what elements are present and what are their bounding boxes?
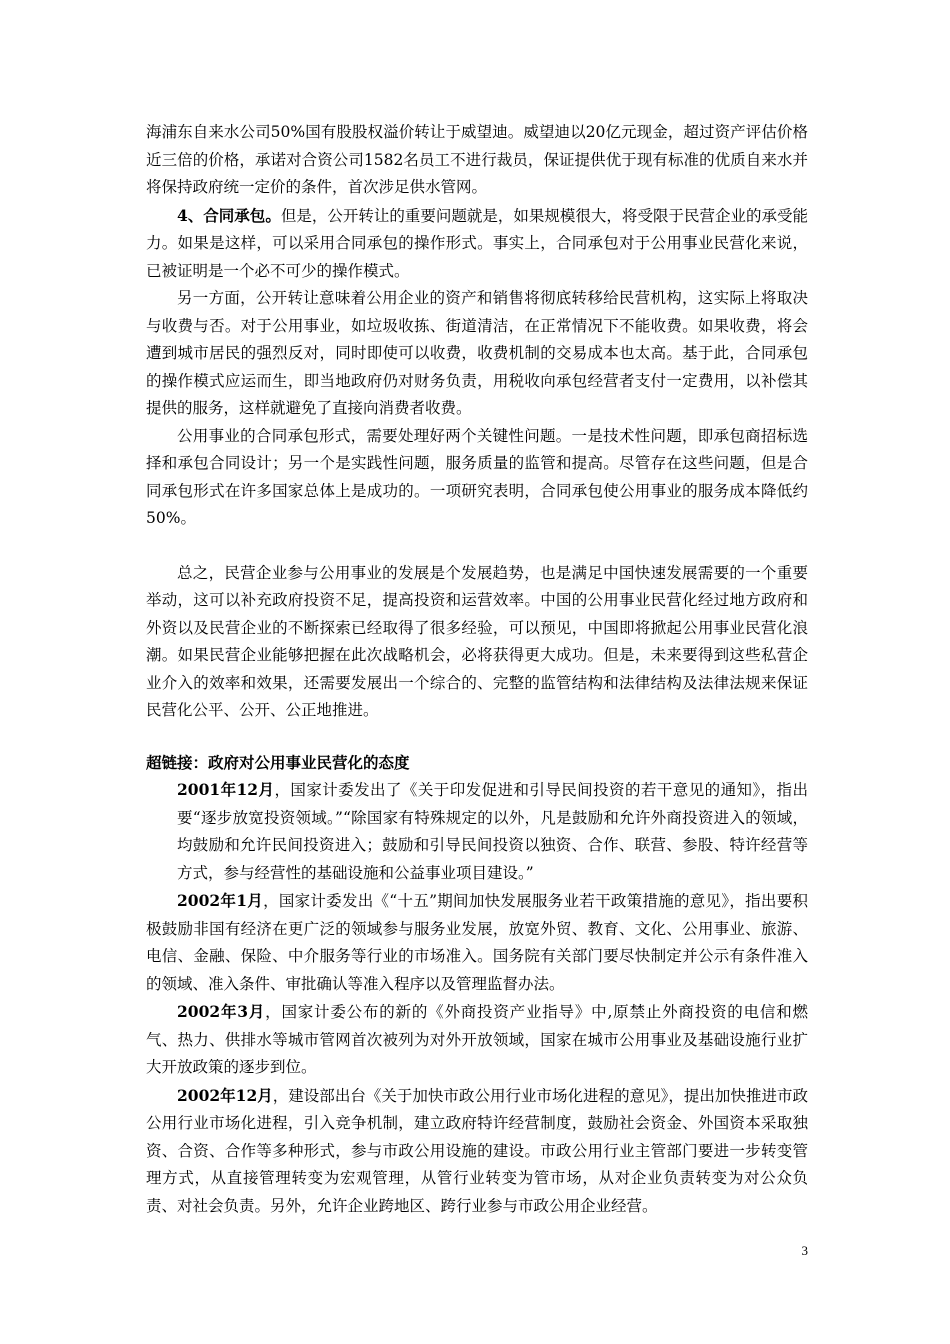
section-lead: 4、合同承包。 (177, 205, 281, 225)
sidebar-item-date: 2001年12月 (177, 780, 275, 799)
paragraph-fees: 另一方面，公开转让意味着公用企业的资产和销售将彻底转移给民营机构，这实际上将取决与收费与否。对于公用事业，如垃圾收拣、街道清洁，在正常情况下不能收费。如果收费，将会遭到城市居民的强烈反对，同时即使可以收费，收费机制的交易成本也太高。基于此，合同承包的操作模式应运而生，即当地政府仍对财务负责，用税收向承包经营者支付一定费用，以补偿其提供的服务，这样就避免了直接向消费者收费。 (146, 289, 808, 417)
sidebar-item-2002-01 (146, 887, 808, 998)
spacer (146, 533, 808, 560)
sidebar-item-date: 2002年12月 (177, 1085, 273, 1105)
sidebar-item-text: ，国家计委公布的新的《外商投资产业指导》中,原禁止外商投资的电信和燃气、热力、供排水等城市管网首次被列为对外开放领域，国家在城市公用事业及基础设施行业扩大开放政策的逐步到位。 (146, 1003, 808, 1076)
paragraph-intro: 海浦东自来水公司50%国有股股权溢价转让于威望迪。威望迪以20亿元现金，超过资产评估价格近三倍的价格，承诺对合资公司1582名员工不进行裁员，保证提供优于现有标准的优质自来水并将保持政府统一定价的条件，首次涉足供水管网。 (146, 123, 808, 196)
paragraph-conclusion: 总之，民营企业参与公用事业的发展是个发展趋势，也是满足中国快速发展需要的一个重要举动，这可以补充政府投资不足，提高投资和运营效率。中国的公用事业民营化经过地方政府和外资以及民营企业的不断探索已经取得了很多经验，可以预见，中国即将掀起公用事业民营化浪潮。如果民营企业能够把握在此次战略机会，必将获得更大成功。但是，未来要得到这些私营企业介入的效率和效果，还需要发展出一个综合的、完整的监管结构和法律结构及法律法规来保证民营化公平、公开、公正地推进。 (146, 563, 808, 719)
sidebar-item-date: 2002年1月 (177, 891, 264, 910)
sidebar-item-text: ，建设部出台《关于加快市政公用行业市场化进程的意见》，提出加快推进市政公用行业市场化进程，引入竞争机制，建立政府特许经营制度，鼓励社会资金、外国资本采取独资、合资、合作等多种形式，参与市政公用设施的建设。市政公用行业主管部门要进一步转变管理方式，从直接管理转变为宏观管理，从管行业转变为管市场，从对企业负责转变为对公众负责、对社会负责。另外，允许企业跨地区、跨行业参与市政公用企业经营。 (146, 1086, 808, 1215)
paragraph-contract-text: 但是，公开转让的重要问题就是，如果规模很大，将受限于民营企业的承受能力。如果是这样，可以采用合同承包的操作形式。事实上，合同承包对于公用事业民营化来说，已被证明是一个必不可少的操作模式。 (146, 206, 808, 280)
document-page (146, 119, 808, 1220)
paragraph-key-issues: 公用事业的合同承包形式，需要处理好两个关键性问题。一是技术性问题，即承包商招标选择和承包合同设计；另一个是实践性问题，服务质量的监管和提高。尽管存在这些问题，但是合同承包形式在许多国家总体上是成功的。一项研究表明，合同承包使公用事业的服务成本降低约50%。 (146, 426, 808, 527)
sidebar-item-date: 2002年3月 (177, 1002, 266, 1021)
sidebar-item-2001-12 (146, 776, 808, 887)
sidebar-item-2002-12 (146, 1082, 808, 1221)
page-number: 3 (801, 1243, 808, 1258)
spacer (146, 725, 808, 749)
sidebar-item-text: ，国家计委发出《“十五”期间加快发展服务业若干政策措施的意见》，指出要积极鼓励非国有经济在更广泛的领域参与服务业发展，放宽外贸、教育、文化、公用事业、旅游、电信、金融、保险、中介服务等行业的市场准入。国务院有关部门要尽快制定并公示有条件准入的领域、准入条件、审批确认等准入程序以及管理监督办法。 (146, 892, 808, 993)
sidebar-heading: 超链接：政府对公用事业民营化的态度 (146, 752, 410, 772)
sidebar-item-2002-03 (146, 998, 808, 1082)
sidebar-item-text: ，国家计委发出了《关于印发促进和引导民间投资的若干意见的通知》，指出要“逐步放宽投资领域。”“除国家有特殊规定的以外，凡是鼓励和允许外商投资进入的领域，均鼓励和允许民间投资进入；鼓励和引导民间投资以独资、合作、联营、参股、特许经营等方式，参与经营性的基础设施和公益事业项目建设。” (177, 781, 808, 882)
paragraph-contract (146, 202, 808, 286)
